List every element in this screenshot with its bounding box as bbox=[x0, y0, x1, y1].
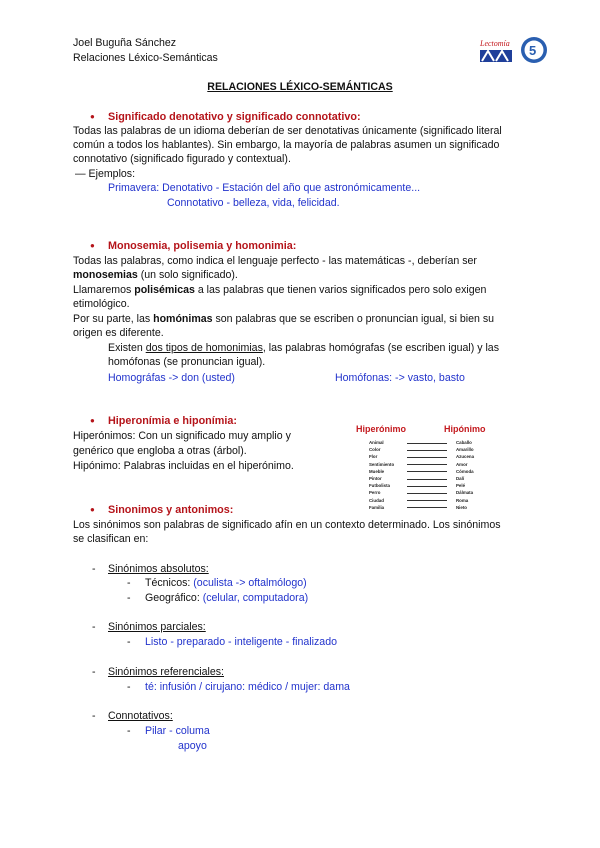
list-subitem-continuation: apoyo bbox=[178, 740, 207, 752]
table-row bbox=[355, 504, 497, 511]
list-item-parciales: - Sinónimos parciales: bbox=[92, 621, 206, 633]
hyperonym-cell: Ciudad bbox=[369, 497, 384, 503]
underlined-phrase: dos tipos de homonimias bbox=[145, 342, 263, 354]
section-heading-sinonimos: ● Sinonimos y antonimos: bbox=[108, 503, 233, 517]
connector-line bbox=[407, 500, 447, 501]
header-subject: Relaciones Léxico-Semánticas bbox=[73, 52, 218, 64]
hyponym-cell: Azucena bbox=[456, 454, 475, 460]
list-item-connotativos: - Connotativos: bbox=[92, 710, 173, 722]
hyponym-cell: Nieto bbox=[456, 504, 467, 510]
table-row bbox=[355, 497, 497, 504]
hyperonym-cell: Mueble bbox=[369, 468, 385, 474]
hyponym-table bbox=[355, 422, 497, 512]
list-item-absolutos: - Sinónimos absolutos: bbox=[92, 563, 209, 575]
paragraph-line: genérico que engloba a otras (árbol). bbox=[73, 445, 247, 457]
paragraph-line: Hiperónimos: Con un significado muy amplio y bbox=[73, 430, 291, 442]
list-subitem: - té: infusión / cirujano: médico / mujer: dama bbox=[127, 681, 350, 693]
hyponym-cell: Amarillo bbox=[456, 447, 474, 453]
hyponym-cell: Caballo bbox=[456, 440, 472, 445]
hyponym-cell: Dálmata bbox=[456, 490, 474, 496]
connector-line bbox=[407, 479, 447, 480]
anniversary-badge-icon bbox=[520, 36, 548, 64]
publisher-logo-text: Lectomía bbox=[480, 39, 510, 48]
paragraph-line: monosemias (un solo significado). bbox=[73, 269, 238, 281]
list-item-referenciales: - Sinónimos referenciales: bbox=[92, 666, 224, 678]
paragraph-line: Llamaremos polisémicas a las palabras que tienen varios significados pero solo exigen bbox=[73, 284, 487, 296]
connector-line bbox=[407, 507, 447, 508]
section-heading-denotation: ● Significado denotativo y significado connotativo: bbox=[108, 110, 361, 124]
table-header-hiponimo: Hipónimo bbox=[444, 424, 486, 434]
publisher-logo bbox=[478, 36, 516, 64]
paragraph-line: se clasifican en: bbox=[73, 533, 149, 545]
term-homonimas: homónimas bbox=[153, 313, 213, 325]
section-heading-monosemia: ● Monosemia, polisemia y homonimia: bbox=[108, 239, 296, 253]
hyponym-cell: Roma bbox=[456, 497, 469, 503]
paragraph-line: Hipónimo: Palabras incluidas en el hiperónimo. bbox=[73, 460, 294, 472]
connector-line bbox=[407, 486, 447, 487]
connector-line bbox=[407, 443, 447, 444]
hyperonym-cell: Perro bbox=[369, 490, 381, 496]
paragraph-line: Todas las palabras, como indica el lenguaje perfecto - las matemáticas -, deberían ser bbox=[73, 255, 477, 267]
example-line: Primavera: Denotativo - Estación del año que astronómicamente... bbox=[108, 182, 421, 194]
connector-line bbox=[407, 457, 447, 458]
paragraph-line: Los sinónimos son palabras de significado afín en un contexto determinado. Los sinónimos bbox=[73, 519, 501, 531]
hyperonym-cell: Flor bbox=[369, 454, 378, 460]
header-author: Joel Buguña Sánchez bbox=[73, 37, 177, 49]
hyperonym-cell: Futbolista bbox=[369, 483, 390, 489]
table-row bbox=[355, 461, 497, 468]
hyperonym-cell: Color bbox=[369, 447, 381, 453]
paragraph-line: etimológico. bbox=[73, 298, 130, 310]
hyperonym-cell: Sentimiento bbox=[369, 461, 395, 467]
connector-line bbox=[407, 464, 447, 465]
example-homografas: Homográfas -> don (usted) bbox=[108, 372, 235, 384]
example-line: Connotativo - belleza, vida, felicidad. bbox=[167, 197, 340, 209]
table-row bbox=[355, 475, 497, 482]
term-polisemicas: polisémicas bbox=[134, 284, 195, 296]
hyponym-cell: Dalí bbox=[456, 476, 465, 481]
paragraph-line: común a todos los hablantes). Sin embargo, la mayoría de palabras asumen un significado bbox=[73, 139, 500, 151]
example-homofonas: Homófonas: -> vasto, basto bbox=[335, 372, 465, 384]
table-row bbox=[355, 446, 497, 453]
hyperonym-cell: Animal bbox=[369, 440, 384, 445]
examples-label: — Ejemplos: bbox=[75, 168, 136, 180]
list-subitem: - Técnicos: (oculista -> oftalmólogo) bbox=[127, 577, 307, 589]
connector-line bbox=[407, 471, 447, 472]
hyponym-cell: Amor bbox=[456, 461, 468, 467]
list-subitem: - Geográfico: (celular, computadora) bbox=[127, 592, 309, 604]
hyponym-cell: Pelé bbox=[456, 483, 466, 489]
hyperonym-cell: Pintor bbox=[369, 476, 382, 481]
table-row bbox=[355, 489, 497, 496]
paragraph-line: connotativo (significado figurado y contextual). bbox=[73, 153, 291, 165]
list-subitem: - Pilar - columa bbox=[127, 725, 210, 737]
paragraph-line: Existen dos tipos de homonimias, las palabras homógrafas (se escriben igual) y las bbox=[108, 342, 499, 354]
page-title: RELACIONES LÉXICO-SEMÁNTICAS bbox=[207, 81, 393, 93]
paragraph-line: origen es diferente. bbox=[73, 327, 164, 339]
connector-line bbox=[407, 493, 447, 494]
paragraph-line: homófonas (se pronuncian igual). bbox=[108, 356, 266, 368]
badge-number: 5 bbox=[529, 43, 537, 58]
table-row bbox=[355, 482, 497, 489]
table-row bbox=[355, 453, 497, 460]
paragraph-line: Todas las palabras de un idioma deberían de ser denotativas únicamente (significado literal bbox=[73, 125, 502, 137]
list-subitem: - Listo - preparado - inteligente - finalizado bbox=[127, 636, 337, 648]
hyperonym-cell: Familia bbox=[369, 504, 385, 510]
table-row bbox=[355, 439, 497, 446]
hyponym-cell: Cómoda bbox=[456, 468, 474, 474]
term-monosemias: monosemias bbox=[73, 269, 138, 281]
table-header-hiperonimo: Hiperónimo bbox=[356, 424, 407, 434]
paragraph-line: Por su parte, las homónimas son palabras que se escriben o pronuncian igual, si bien su bbox=[73, 313, 495, 325]
section-heading-hiperonimia: ● Hiperonímia e hiponímia: bbox=[108, 414, 237, 428]
table-row bbox=[355, 468, 497, 475]
connector-line bbox=[407, 450, 447, 451]
